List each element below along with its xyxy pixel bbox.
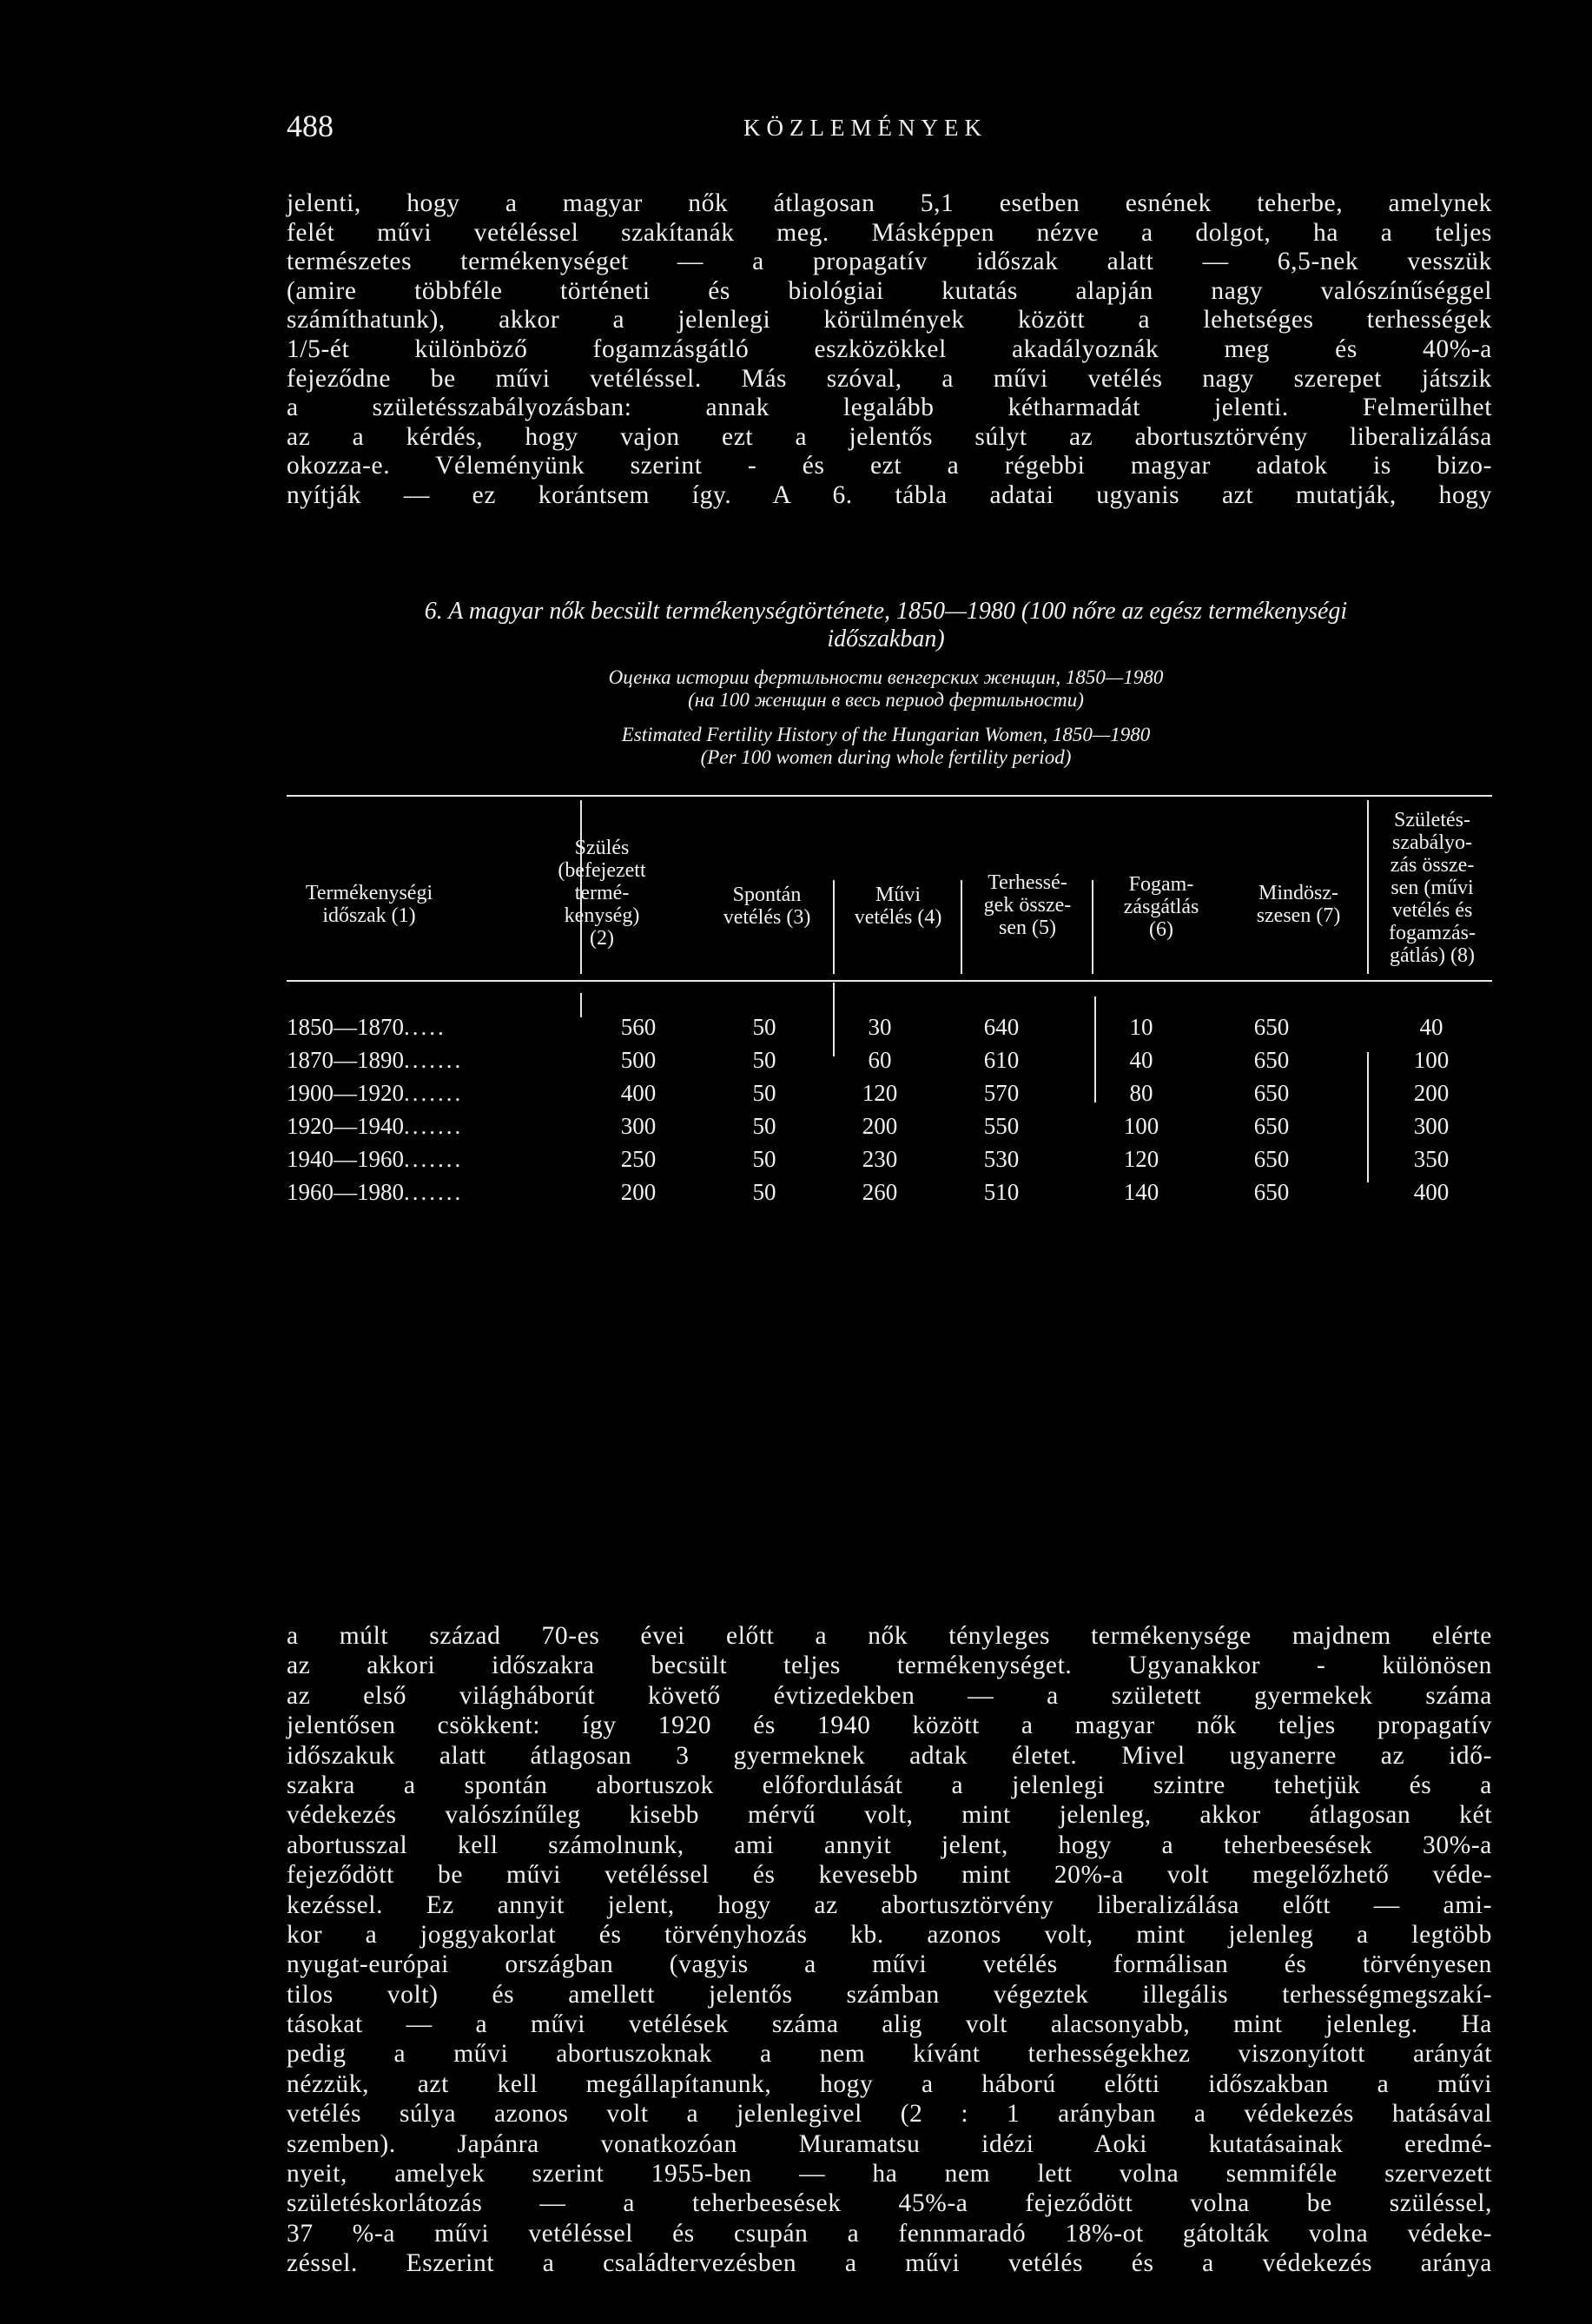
table-row — [287, 1146, 1492, 1177]
text-line: pedig a művi abortuszoknak a nem kívánt terhességekhez viszonyított arányát — [287, 2040, 1492, 2069]
births-cell: 200 — [620, 1179, 657, 1205]
text-line: 37 %-a művi vetéléssel és csupán a fennmaradó 18%-ot gátolták volna védeke- — [287, 2219, 1492, 2248]
contraception-cell: 40 — [1129, 1047, 1153, 1073]
births-cell: 250 — [620, 1146, 657, 1172]
period-cell: 1850—1870..... — [287, 1014, 446, 1040]
birth-control-cell: 200 — [1413, 1080, 1450, 1106]
birth-control-cell: 400 — [1413, 1179, 1450, 1205]
column-header-total: Mindösz- szesen (7) — [1256, 882, 1341, 927]
page-number: 488 — [287, 109, 334, 143]
contraception-cell: 10 — [1129, 1014, 1153, 1040]
fertility-history-table — [287, 795, 1492, 1351]
pregnancies-cell: 550 — [983, 1113, 1020, 1139]
table-row — [287, 1113, 1492, 1144]
birth-control-cell: 40 — [1419, 1014, 1443, 1040]
table-head-rule — [287, 980, 1492, 982]
spontaneous-cell: 50 — [752, 1179, 776, 1205]
births-cell: 560 — [620, 1014, 657, 1040]
period-cell: 1920—1940....... — [287, 1113, 464, 1139]
contraception-cell: 80 — [1129, 1080, 1153, 1106]
spontaneous-cell: 50 — [752, 1113, 776, 1139]
induced-cell: 30 — [868, 1014, 892, 1040]
pregnancies-cell: 510 — [983, 1179, 1020, 1205]
paragraph-top — [287, 189, 1492, 511]
caption-line: Estimated Fertility History of the Hungarian Women, 1850—1980 — [621, 724, 1151, 745]
text-line: 1/5-ét különböző fogamzásgátló eszközökkel akadályoznák meg és 40%-a — [287, 334, 1492, 363]
spontaneous-cell: 50 — [752, 1047, 776, 1073]
pregnancies-cell: 610 — [983, 1047, 1020, 1073]
column-header-induced-abortion: Művi vetélés (4) — [854, 884, 942, 929]
text-line: fejeződött be művi vetéléssel és kevesebb mint 20%-a volt megelőzhető véde- — [287, 1861, 1492, 1890]
total-cell: 650 — [1253, 1113, 1290, 1139]
text-line: természetes termékenységet — a propagatív időszak alatt — 6,5-nek vesszük — [287, 248, 1492, 276]
spontaneous-cell: 50 — [752, 1080, 776, 1106]
table-caption-russian — [261, 666, 1511, 712]
contraception-cell: 120 — [1123, 1146, 1159, 1172]
total-cell: 650 — [1253, 1080, 1290, 1106]
caption-line: Оценка истории фертильности венгерских женщин, 1850—1980 — [608, 666, 1164, 688]
text-line: (amire többféle történeti és biológiai kutatás alapján nagy valószínűséggel — [287, 276, 1492, 305]
column-rule — [1367, 800, 1369, 974]
text-line: születéskorlátozás — a teherbeesések 45%-a fejeződött volna be szüléssel, — [287, 2189, 1492, 2218]
total-cell: 650 — [1253, 1014, 1290, 1040]
text-line: jelenti, hogy a magyar nők átlagosan 5,1 esetben esnének teherbe, amelynek — [287, 189, 1492, 217]
text-line: vetélés súlya azonos volt a jelenlegivel (2 : 1 arányban a védekezés hatásával — [287, 2100, 1492, 2129]
total-cell: 650 — [1253, 1047, 1290, 1073]
column-header-spontaneous-abortion: Spontán vetélés (3) — [723, 884, 811, 929]
pregnancies-cell: 640 — [983, 1014, 1020, 1040]
caption-line: 6. A magyar nők becsült termékenységtörténete, 1850—1980 (100 nőre az egész termékenységi — [424, 598, 1348, 625]
column-header-contraception: Fogam- zásgátlás (6) — [1123, 873, 1199, 941]
table-caption-english — [261, 724, 1511, 769]
column-header-births: Szülés (befejezett termé- kenység) (2) — [558, 837, 646, 950]
text-line: a születésszabályozásban: annak legalább kétharmadát jelenti. Felmerülhet — [287, 394, 1492, 422]
caption-line: időszakban) — [827, 626, 945, 652]
text-line: fejeződne be művi vetéléssel. Más szóval, a művi vetélés nagy szerepet játszik — [287, 364, 1492, 393]
text-line: nézzük, azt kell megállapítanunk, hogy a háború előtti időszakban a művi — [287, 2069, 1492, 2098]
table-row — [287, 1080, 1492, 1111]
induced-cell: 120 — [862, 1080, 898, 1106]
page-header — [287, 108, 1503, 151]
text-line: számíthatunk), akkor a jelenlegi körülmények között a lehetséges terhességek — [287, 306, 1492, 334]
text-line: időszakuk alatt átlagosan 3 gyermeknek adtak életet. Mivel ugyanerre az idő- — [287, 1741, 1492, 1770]
period-cell: 1960—1980....... — [287, 1179, 464, 1205]
birth-control-cell: 100 — [1413, 1047, 1450, 1073]
total-cell: 650 — [1253, 1179, 1290, 1205]
text-line: felét művi vetéléssel szakítanák meg. Másképpen nézve a dolgot, ha a teljes — [287, 218, 1492, 247]
table-row — [287, 1047, 1492, 1078]
table-row — [287, 1014, 1492, 1045]
text-line: nyugat-európai országban (vagyis a művi vetélés formálisan és törvényesen — [287, 1950, 1492, 1979]
spontaneous-cell: 50 — [752, 1014, 776, 1040]
births-cell: 300 — [620, 1113, 657, 1139]
text-line: okozza-e. Véleményünk szerint - és ezt a régebbi magyar adatok is bizo- — [287, 452, 1492, 480]
period-cell: 1870—1890....... — [287, 1047, 464, 1073]
induced-cell: 200 — [862, 1113, 898, 1139]
text-line: tilos volt) és amellett jelentős számban végeztek illegális terhességmegszakí- — [287, 1980, 1492, 2009]
table-top-rule — [287, 795, 1492, 797]
text-line: védekezés valószínűleg kisebb mérvű volt, mint jelenleg, akkor átlagosan két — [287, 1801, 1492, 1830]
text-line: az akkori időszakra becsült teljes termékenységet. Ugyanakkor - különösen — [287, 1652, 1492, 1680]
period-cell: 1900—1920....... — [287, 1080, 464, 1106]
table-caption-hungarian — [261, 598, 1511, 653]
contraception-cell: 100 — [1123, 1113, 1159, 1139]
column-header-birth-control-total: Születés- szabályo- zás össze- sen (művi vetélés és fogamzás- gátlás) (8) — [1389, 809, 1476, 967]
table-row — [287, 1179, 1492, 1210]
text-line: jelentősen csökkent: így 1920 és 1940 között a magyar nők teljes propagatív — [287, 1712, 1492, 1740]
induced-cell: 60 — [868, 1047, 892, 1073]
text-line: zéssel. Eszerint a családtervezésben a művi vetélés és a védekezés aránya — [287, 2249, 1492, 2278]
births-cell: 500 — [620, 1047, 657, 1073]
column-header-pregnancies-total: Terhessé- gek össze- sen (5) — [983, 871, 1072, 939]
text-line: a múlt század 70-es évei előtt a nők tényleges termékenysége majdnem elérte — [287, 1622, 1492, 1650]
total-cell: 650 — [1253, 1146, 1290, 1172]
period-cell: 1940—1960....... — [287, 1146, 464, 1172]
column-rule — [961, 880, 962, 974]
contraception-cell: 140 — [1123, 1179, 1159, 1205]
birth-control-cell: 350 — [1413, 1146, 1450, 1172]
column-rule — [1092, 880, 1093, 974]
text-line: szakra a spontán abortuszok előfordulását a jelenlegi szintre tehetjük és a — [287, 1771, 1492, 1799]
text-line: az első világháborút követő évtizedekben — a született gyermekek száma — [287, 1681, 1492, 1710]
column-header-period: Termékenységi időszak (1) — [305, 882, 433, 927]
text-line: tásokat — a művi vetélések száma alig volt alacsonyabb, mint jelenleg. Ha — [287, 2010, 1492, 2039]
paragraph-bottom — [287, 1621, 1492, 2279]
birth-control-cell: 300 — [1413, 1113, 1450, 1139]
text-line: az a kérdés, hogy vajon ezt a jelentős súlyt az abortusztörvény liberalizálása — [287, 422, 1492, 451]
induced-cell: 230 — [862, 1146, 898, 1172]
column-rule — [833, 880, 835, 974]
caption-line: (на 100 женщин в весь период фертильности) — [688, 689, 1084, 711]
running-head: KÖZLEMÉNYEK — [743, 115, 988, 141]
pregnancies-cell: 530 — [983, 1146, 1020, 1172]
text-line: nyeit, amelyek szerint 1955-ben — ha nem lett volna semmiféle szervezett — [287, 2160, 1492, 2188]
caption-line: (Per 100 women during whole fertility period) — [700, 746, 1072, 768]
text-line: nyítják — ez korántsem így. A 6. tábla adatai ugyanis azt mutatják, hogy — [287, 480, 1492, 509]
text-line: kor a joggyakorlat és törvényhozás kb. azonos volt, mint jelenleg a legtöbb — [287, 1920, 1492, 1949]
spontaneous-cell: 50 — [752, 1146, 776, 1172]
text-line: abortusszal kell számolnunk, ami annyit jelent, hogy a teherbeesések 30%-a — [287, 1831, 1492, 1859]
induced-cell: 260 — [862, 1179, 898, 1205]
text-line: szemben). Japánra vonatkozóan Muramatsu idézi Aoki kutatásainak eredmé- — [287, 2129, 1492, 2158]
pregnancies-cell: 570 — [983, 1080, 1020, 1106]
text-line: kezéssel. Ez annyit jelent, hogy az abortusztörvény liberalizálása előtt — ami- — [287, 1890, 1492, 1919]
births-cell: 400 — [620, 1080, 657, 1106]
